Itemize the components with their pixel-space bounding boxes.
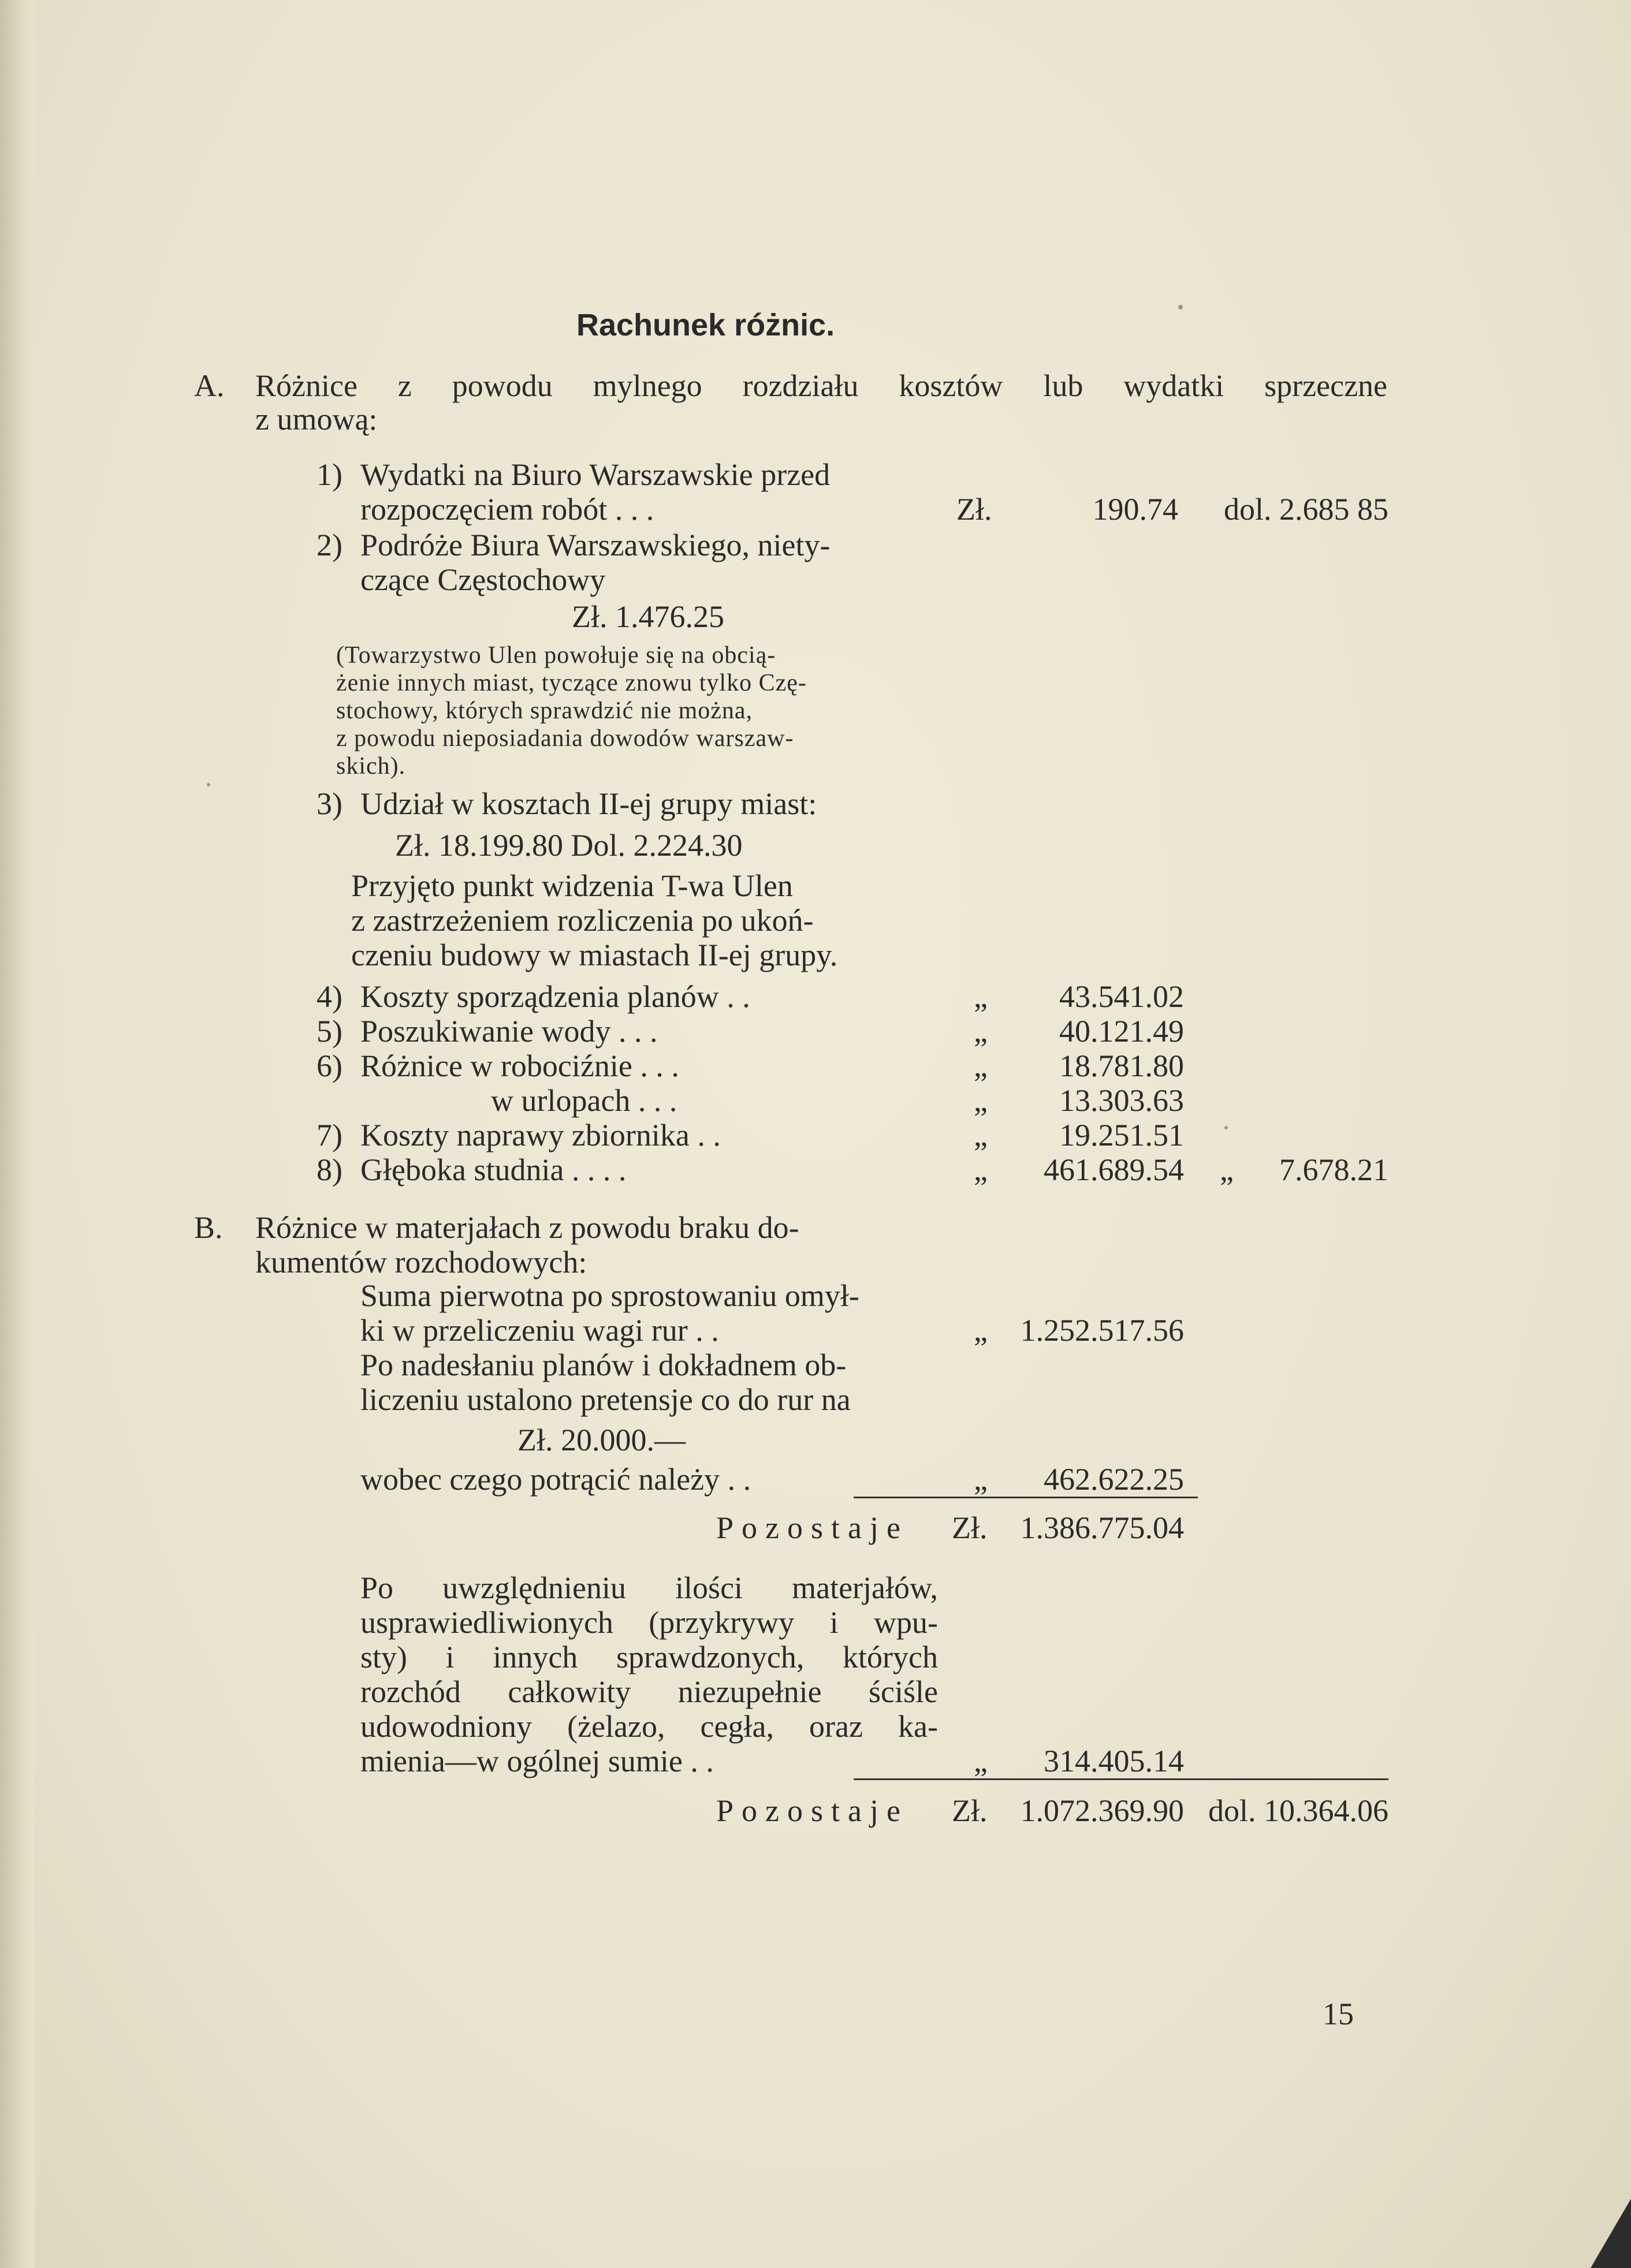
subtotal-rule: [854, 1778, 1198, 1780]
row-label: Poszukiwanie wody . . .: [360, 1014, 658, 1049]
materials-paragraph-line: sty) i innych sprawdzonych, których: [360, 1640, 938, 1674]
materials-paragraph-line: rozchód całkowity niezupełnie ściśle: [360, 1674, 938, 1709]
remainder-1-label: Pozostaje: [716, 1510, 908, 1545]
materials-amount: 314.405.14: [1044, 1744, 1184, 1778]
remainder-2-label: Pozostaje: [716, 1793, 908, 1828]
materials-ditto: „: [974, 1744, 988, 1778]
item-3-paragraph-line: Przyjęto punkt widzenia T-wa Ulen: [351, 868, 793, 903]
row-number: 7): [316, 1118, 342, 1152]
materials-paragraph-line: udowodniony (żelazo, cegła, oraz ka-: [360, 1709, 938, 1744]
row-number: 4): [316, 979, 342, 1014]
item-2-line1: Podróże Biura Warszawskiego, niety-: [360, 528, 831, 562]
deduction-label: wobec czego potrącić należy . .: [360, 1462, 751, 1497]
row-label: Koszty naprawy zbiornika . .: [360, 1118, 721, 1152]
item-1-dollar-amount: dol. 2.685 85: [1223, 492, 1388, 527]
note-line: stochowy, których sprawdzić nie można,: [336, 697, 753, 724]
row-amount: 461.689.54: [1044, 1152, 1184, 1187]
row-number: 6): [316, 1049, 342, 1083]
materials-paragraph-line: usprawiedliwionych (przykrywy i wpu-: [360, 1605, 938, 1640]
section-b-marker: B.: [194, 1210, 223, 1245]
row-amount: 18.781.80: [1059, 1049, 1184, 1083]
binding-shadow: [0, 0, 35, 2268]
item-1-number: 1): [316, 457, 342, 492]
page-title: Rachunek różnic.: [576, 308, 835, 342]
paper-speck: [207, 783, 210, 786]
row-label: Różnice w robociźnie . . .: [360, 1049, 679, 1083]
sum-line2: ki w przeliczeniu wagi rur . .: [360, 1313, 719, 1348]
row-ditto: „: [974, 1118, 988, 1152]
item-2-line2: czące Częstochowy: [360, 562, 606, 597]
row-amount: 43.541.02: [1059, 979, 1184, 1014]
total-rule: [1198, 1778, 1388, 1780]
row-number: 8): [316, 1152, 342, 1187]
row-ditto: „: [974, 1014, 988, 1049]
page-number: 15: [1323, 1997, 1354, 2031]
row-label: Koszty sporządzenia planów . .: [360, 979, 750, 1014]
sum-line1: Suma pierwotna po sprostowaniu omył-: [360, 1278, 859, 1313]
section-a-total-ditto: „: [1220, 1152, 1234, 1187]
item-1-line1: Wydatki na Biuro Warszawskie przed: [360, 457, 831, 492]
claim-line: liczeniu ustalono pretensje co do rur na: [360, 1382, 851, 1417]
page-corner: [1591, 2199, 1631, 2268]
item-1-line2: rozpoczęciem robót . . .: [360, 492, 654, 527]
materials-paragraph-line: mienia—w ogólnej sumie . .: [360, 1744, 714, 1778]
row-ditto: „: [974, 1049, 988, 1083]
item-3-number: 3): [316, 786, 342, 821]
item-2-amount: Zł. 1.476.25: [572, 599, 724, 634]
claim-line: Po nadesłaniu planów i dokładnem ob-: [360, 1348, 847, 1382]
remainder-1-amount: 1.386.775.04: [1020, 1510, 1184, 1545]
item-1-currency: Zł.: [956, 492, 992, 527]
sum-amount: 1.252.517.56: [1020, 1313, 1184, 1348]
row-label: Głęboka studnia . . . .: [360, 1152, 627, 1187]
note-line: (Towarzystwo Ulen powołuje się na obcią-: [336, 642, 776, 669]
remainder-2-dollar-amount: dol. 10.364.06: [1208, 1793, 1388, 1828]
item-3-paragraph-line: czeniu budowy w miastach II-ej grupy.: [351, 938, 838, 972]
row-amount: 19.251.51: [1059, 1118, 1184, 1152]
remainder-2-currency: Zł.: [952, 1793, 988, 1828]
note-line: żenie innych miast, tyczące znowu tylko Czę-: [336, 670, 807, 696]
item-3-paragraph-line: z zastrzeżeniem rozliczenia po ukoń-: [351, 903, 814, 938]
row-amount: 13.303.63: [1059, 1083, 1184, 1118]
item-2-number: 2): [316, 528, 342, 562]
subtotal-rule: [854, 1497, 1198, 1498]
claim-amount: Zł. 20.000.—: [517, 1423, 686, 1457]
row-ditto: „: [974, 1083, 988, 1118]
paper-speck: [1178, 305, 1183, 309]
sum-ditto: „: [974, 1313, 988, 1348]
note-line: z powodu nieposiadania dowodów warszaw-: [336, 725, 794, 752]
section-a-heading-line2: z umową:: [255, 402, 378, 437]
note-line: skich).: [336, 753, 406, 779]
section-b-heading-line2: kumentów rozchodowych:: [255, 1245, 587, 1280]
section-a-heading-line1: Różnice z powodu mylnego rozdziału kosztów lub wydatki sprzeczne: [255, 368, 1387, 403]
row-ditto: „: [974, 979, 988, 1014]
row-ditto: „: [974, 1152, 988, 1187]
row-label: w urlopach . . .: [491, 1083, 677, 1118]
item-1-amount: 190.74: [1092, 492, 1178, 527]
section-b-heading-line1: Różnice w materjałach z powodu braku do-: [255, 1210, 799, 1245]
deduction-ditto: „: [974, 1462, 988, 1497]
deduction-amount: 462.622.25: [1044, 1462, 1184, 1497]
remainder-1-currency: Zł.: [952, 1510, 988, 1545]
section-a-total: 7.678.21: [1279, 1152, 1388, 1187]
item-3-line2: Zł. 18.199.80 Dol. 2.224.30: [395, 828, 743, 863]
remainder-2-amount: 1.072.369.90: [1020, 1793, 1184, 1828]
item-3-line1: Udział w kosztach II-ej grupy miast:: [360, 786, 817, 821]
paper-speck: [1224, 1126, 1228, 1129]
materials-paragraph-line: Po uwzględnieniu ilości materjałów,: [360, 1571, 938, 1605]
row-number: 5): [316, 1014, 342, 1049]
row-amount: 40.121.49: [1059, 1014, 1184, 1049]
section-a-marker: A.: [194, 368, 225, 403]
